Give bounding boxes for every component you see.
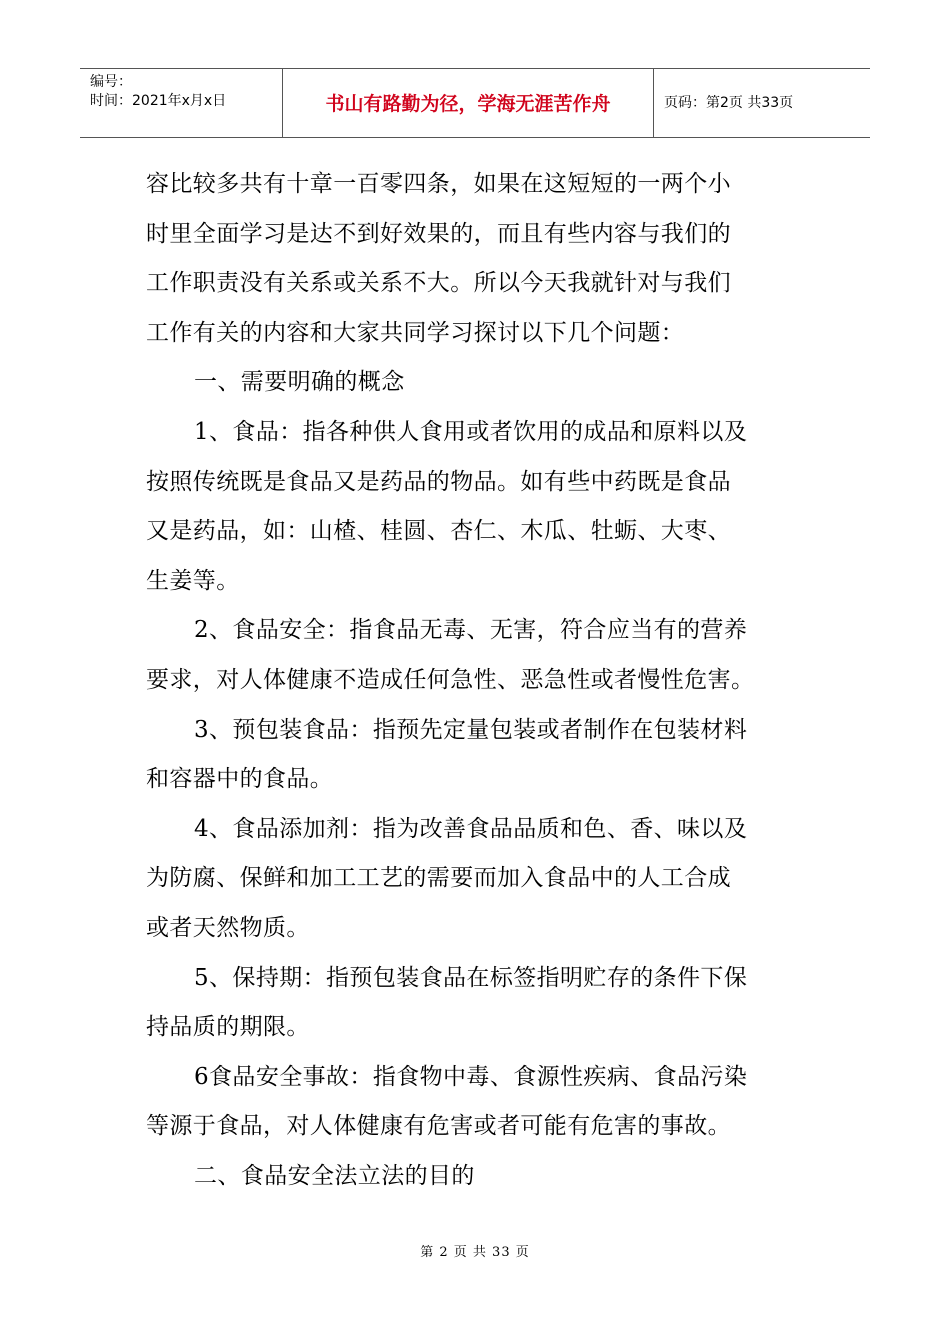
header-motto-cell (283, 69, 654, 137)
header-page-cell (654, 69, 870, 137)
body-text-line: 4、食品添加剂：指为改善食品品质和色、香、味以及 (194, 815, 748, 842)
page-footer: 第 2 页 共 33 页 (420, 1245, 530, 1260)
body-text-line: 容比较多共有十章一百零四条，如果在这短短的一两个小 (146, 171, 731, 197)
body-text-line: 6食品安全事故：指食物中毒、食源性疾病、食品污染 (194, 1063, 748, 1090)
body-text-line: 又是药品，如：山楂、桂圆、杏仁、木瓜、牡蛎、大枣、 (146, 518, 731, 545)
body-text-line: 生姜等。 (146, 567, 240, 594)
body-text-line: 5、保持期：指预包装食品在标签指明贮存的条件下保 (194, 964, 748, 991)
body-text-line: 持品质的期限。 (146, 1014, 310, 1041)
body-text-line: 时里全面学习是达不到好效果的，而且有些内容与我们的 (146, 220, 731, 247)
body-text-line: 工作有关的内容和大家共同学习探讨以下几个问题： (146, 319, 685, 346)
body-text-line: 3、预包装食品：指预先定量包装或者制作在包装材料 (194, 716, 748, 743)
header-motto: 书山有路勤为径，学海无涯苦作舟 (325, 93, 611, 115)
body-text-line: 按照传统既是食品又是药品的物品。如有些中药既是食品 (146, 468, 731, 495)
header-page-info: 页码：第2页 共33页 (664, 95, 794, 111)
document-number-label: 编号： (90, 74, 132, 90)
body-text-line: 2、食品安全：指食品无毒、无害，符合应当有的营养 (194, 617, 748, 644)
body-text-line: 和容器中的食品。 (146, 766, 334, 793)
body-text-line: 1、食品：指各种供人食用或者饮用的成品和原料以及 (194, 418, 748, 445)
header-meta-cell (80, 69, 283, 137)
document-header (80, 68, 870, 138)
document-time-label: 时间：2021年x月x日 (90, 93, 227, 109)
body-text-line: 要求，对人体健康不造成任何急性、恶急性或者慢性危害。 (146, 666, 755, 693)
body-text-line: 一、需要明确的概念 (194, 369, 405, 396)
document-body (146, 160, 814, 1201)
body-text-line: 工作职责没有关系或关系不大。所以今天我就针对与我们 (146, 270, 731, 297)
body-text-line: 为防腐、保鲜和加工工艺的需要而加入食品中的人工合成 (146, 865, 731, 892)
body-text-line: 或者天然物质。 (146, 914, 310, 941)
body-text-line: 二、食品安全法立法的目的 (194, 1162, 475, 1189)
body-text-line: 等源于食品，对人体健康有危害或者可能有危害的事故。 (146, 1113, 731, 1140)
